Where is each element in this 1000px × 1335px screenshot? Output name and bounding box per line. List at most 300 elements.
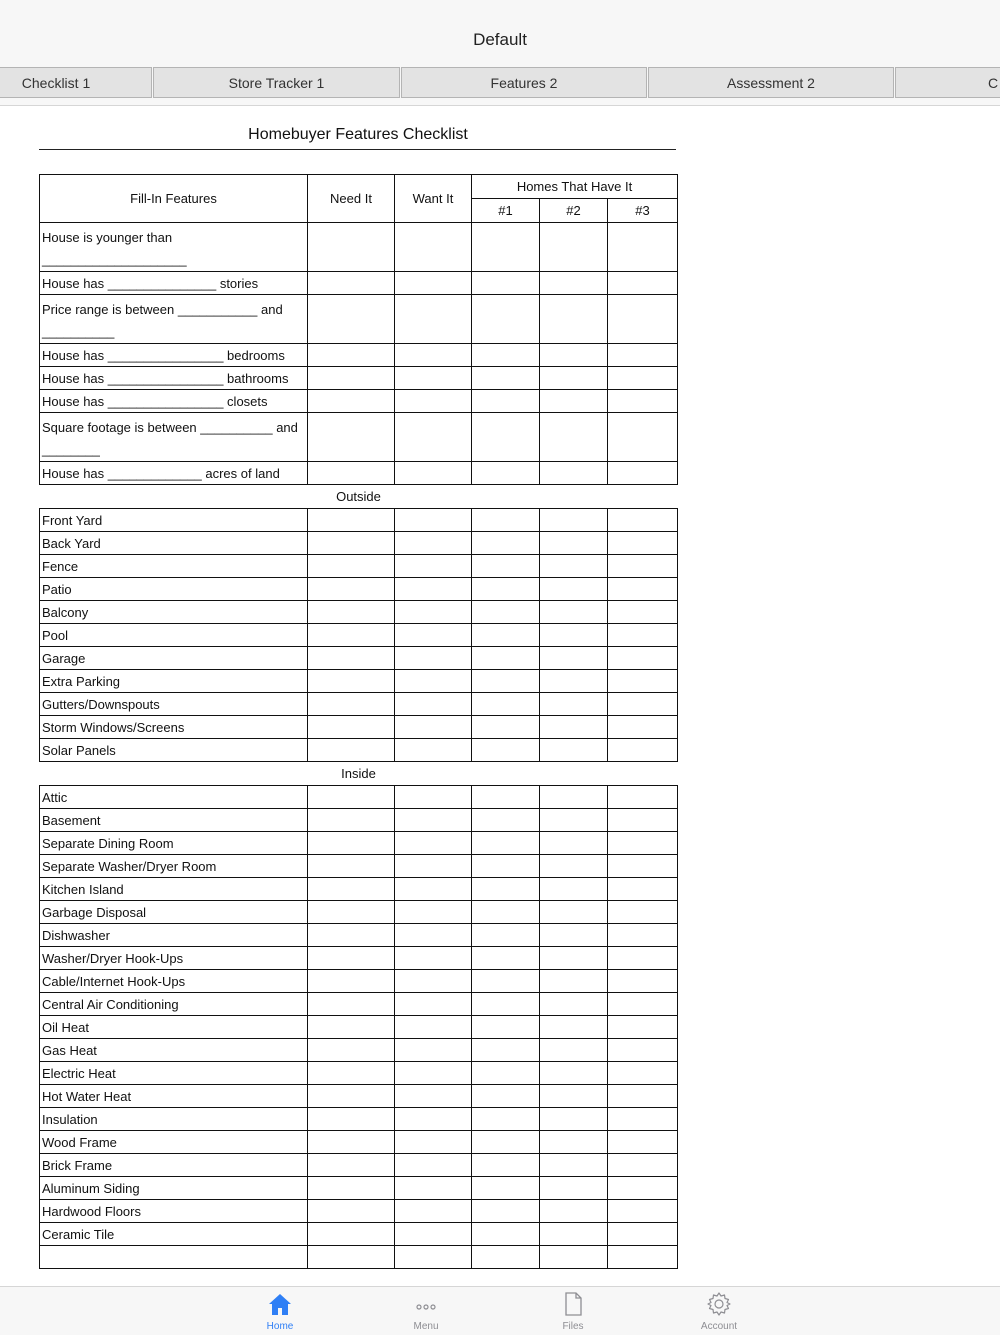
header-row [40, 175, 678, 199]
home-2-cell[interactable] [540, 1246, 608, 1269]
home-2-cell[interactable] [540, 1131, 608, 1154]
home-3-cell[interactable] [608, 272, 678, 295]
inside-row [40, 832, 678, 855]
tab-label: Features 2 [490, 74, 558, 91]
inside-row [40, 970, 678, 993]
want-cell[interactable] [395, 1039, 472, 1062]
home-1-cell[interactable] [472, 601, 540, 624]
home-1-cell[interactable] [472, 344, 540, 367]
need-cell[interactable] [308, 970, 395, 993]
inside-row [40, 1131, 678, 1154]
feature-label: Electric Heat [40, 1062, 308, 1085]
feature-label: Garage [40, 647, 308, 670]
need-cell[interactable] [308, 855, 395, 878]
home-3-cell[interactable] [608, 1131, 678, 1154]
want-cell[interactable] [395, 809, 472, 832]
want-cell[interactable] [395, 855, 472, 878]
home-1-cell[interactable] [472, 1177, 540, 1200]
feature-label: Cable/Internet Hook-Ups [40, 970, 308, 993]
feature-label: Balcony [40, 601, 308, 624]
section-label: Outside [336, 489, 381, 504]
home-2-cell[interactable] [540, 878, 608, 901]
want-cell[interactable] [395, 970, 472, 993]
need-cell[interactable] [308, 390, 395, 413]
home-1-cell[interactable] [472, 647, 540, 670]
home-2-cell[interactable] [540, 578, 608, 601]
home-1-cell[interactable] [472, 462, 540, 485]
outside-row [40, 624, 678, 647]
tab-files-label: Files [562, 1321, 584, 1332]
tab-features-2[interactable] [401, 67, 647, 98]
home-3-cell[interactable] [608, 390, 678, 413]
tab-home-label: Home [266, 1321, 294, 1332]
home-3-cell[interactable] [608, 367, 678, 390]
home-3-cell[interactable] [608, 716, 678, 739]
home-3-cell[interactable] [608, 601, 678, 624]
outside-row [40, 578, 678, 601]
need-cell[interactable] [308, 1200, 395, 1223]
need-cell[interactable] [308, 223, 395, 272]
need-cell[interactable] [308, 578, 395, 601]
want-cell[interactable] [395, 601, 472, 624]
home-1-cell[interactable] [472, 809, 540, 832]
file-icon [560, 1291, 586, 1317]
outside-section-header [40, 485, 678, 509]
want-cell[interactable] [395, 1200, 472, 1223]
home-3-cell[interactable] [608, 832, 678, 855]
tab-store-tracker-1[interactable] [153, 67, 400, 98]
home-3-cell[interactable] [608, 1223, 678, 1246]
need-cell[interactable] [308, 509, 395, 532]
feature-label: Solar Panels [40, 739, 308, 762]
inside-row [40, 993, 678, 1016]
want-cell[interactable] [395, 647, 472, 670]
home-1-cell[interactable] [472, 1062, 540, 1085]
outside-row [40, 693, 678, 716]
feature-label: Patio [40, 578, 308, 601]
feature-label: Gutters/Downspouts [40, 693, 308, 716]
home-1-cell[interactable] [472, 993, 540, 1016]
home-1-cell[interactable] [472, 670, 540, 693]
fill-in-row [40, 344, 678, 367]
home-1-cell[interactable] [472, 947, 540, 970]
feature-label: Aluminum Siding [40, 1177, 308, 1200]
home-3-cell[interactable] [608, 1108, 678, 1131]
tab-assessment-2[interactable] [648, 67, 894, 98]
feature-label: Fence [40, 555, 308, 578]
home-1-cell[interactable] [472, 739, 540, 762]
home-2-cell[interactable] [540, 1108, 608, 1131]
home-1-cell[interactable] [472, 272, 540, 295]
home-3-cell[interactable] [608, 555, 678, 578]
inside-row [40, 878, 678, 901]
want-cell[interactable] [395, 344, 472, 367]
home-3-cell[interactable] [608, 532, 678, 555]
need-cell[interactable] [308, 716, 395, 739]
need-cell[interactable] [308, 1039, 395, 1062]
need-cell[interactable] [308, 344, 395, 367]
inside-row [40, 1177, 678, 1200]
want-cell[interactable] [395, 578, 472, 601]
need-cell[interactable] [308, 555, 395, 578]
home-1-cell[interactable] [472, 832, 540, 855]
home-2-cell[interactable] [540, 855, 608, 878]
home-1-cell[interactable] [472, 1085, 540, 1108]
home-3-cell[interactable] [608, 855, 678, 878]
more-icon [413, 1291, 439, 1317]
want-cell[interactable] [395, 624, 472, 647]
home-2-cell[interactable] [540, 413, 608, 462]
home-1-cell[interactable] [472, 693, 540, 716]
need-cell[interactable] [308, 947, 395, 970]
home-1-cell[interactable] [472, 1108, 540, 1131]
home-1-cell[interactable] [472, 855, 540, 878]
home-2-cell[interactable] [540, 1177, 608, 1200]
home-3-cell[interactable] [608, 1062, 678, 1085]
need-cell[interactable] [308, 670, 395, 693]
want-cell[interactable] [395, 462, 472, 485]
inside-section-header [40, 762, 678, 786]
need-cell[interactable] [308, 1246, 395, 1269]
home-3-cell[interactable] [608, 993, 678, 1016]
feature-label: Separate Washer/Dryer Room [40, 855, 308, 878]
home-3-cell[interactable] [608, 624, 678, 647]
checklist-table [39, 174, 678, 1269]
home-1-cell[interactable] [472, 555, 540, 578]
home-2-cell[interactable] [540, 555, 608, 578]
need-cell[interactable] [308, 647, 395, 670]
home-2-cell[interactable] [540, 509, 608, 532]
home-1-cell[interactable] [472, 970, 540, 993]
home-3-cell[interactable] [608, 947, 678, 970]
header-homes: Homes That Have It [472, 175, 678, 199]
home-3-cell[interactable] [608, 786, 678, 809]
want-cell[interactable] [395, 1131, 472, 1154]
home-2-cell[interactable] [540, 924, 608, 947]
inside-row [40, 855, 678, 878]
home-3-cell[interactable] [608, 295, 678, 344]
home-2-cell[interactable] [540, 295, 608, 344]
inside-row [40, 1039, 678, 1062]
home-3-cell[interactable] [608, 223, 678, 272]
outside-row [40, 532, 678, 555]
feature-label: Extra Parking [40, 670, 308, 693]
home-3-cell[interactable] [608, 970, 678, 993]
home-1-cell[interactable] [472, 509, 540, 532]
home-2-cell[interactable] [540, 1223, 608, 1246]
home-3-cell[interactable] [608, 1154, 678, 1177]
need-cell[interactable] [308, 1085, 395, 1108]
home-1-cell[interactable] [472, 878, 540, 901]
need-cell[interactable] [308, 601, 395, 624]
want-cell[interactable] [395, 532, 472, 555]
home-1-cell[interactable] [472, 413, 540, 462]
outside-row [40, 647, 678, 670]
want-cell[interactable] [395, 1177, 472, 1200]
want-cell[interactable] [395, 693, 472, 716]
feature-label: Gas Heat [40, 1039, 308, 1062]
tab-files[interactable] [528, 1291, 618, 1333]
inside-row [40, 1016, 678, 1039]
fill-in-row [40, 413, 678, 462]
want-cell[interactable] [395, 1016, 472, 1039]
home-1-cell[interactable] [472, 624, 540, 647]
home-2-cell[interactable] [540, 1016, 608, 1039]
want-cell[interactable] [395, 367, 472, 390]
need-cell[interactable] [308, 462, 395, 485]
header-home-3: #3 [608, 199, 678, 223]
inside-row [40, 786, 678, 809]
home-3-cell[interactable] [608, 1016, 678, 1039]
want-cell[interactable] [395, 878, 472, 901]
need-cell[interactable] [308, 624, 395, 647]
want-cell[interactable] [395, 1154, 472, 1177]
home-3-cell[interactable] [608, 809, 678, 832]
home-2-cell[interactable] [540, 1039, 608, 1062]
home-3-cell[interactable] [608, 1039, 678, 1062]
need-cell[interactable] [308, 1177, 395, 1200]
want-cell[interactable] [395, 739, 472, 762]
feature-label [40, 1246, 308, 1269]
tab-menu[interactable] [381, 1291, 471, 1333]
home-1-cell[interactable] [472, 367, 540, 390]
want-cell[interactable] [395, 924, 472, 947]
document-view[interactable] [0, 106, 1000, 1286]
inside-row [40, 1085, 678, 1108]
tab-label: Checklist 1 [21, 74, 91, 91]
feature-label: Basement [40, 809, 308, 832]
fill-in-row [40, 390, 678, 413]
need-cell[interactable] [308, 878, 395, 901]
home-3-cell[interactable] [608, 901, 678, 924]
need-cell[interactable] [308, 532, 395, 555]
tab-menu-label: Menu [413, 1321, 439, 1332]
want-cell[interactable] [395, 947, 472, 970]
need-cell[interactable] [308, 693, 395, 716]
home-3-cell[interactable] [608, 670, 678, 693]
need-cell[interactable] [308, 295, 395, 344]
home-2-cell[interactable] [540, 832, 608, 855]
want-cell[interactable] [395, 832, 472, 855]
want-cell[interactable] [395, 295, 472, 344]
home-2-cell[interactable] [540, 739, 608, 762]
want-cell[interactable] [395, 1062, 472, 1085]
home-1-cell[interactable] [472, 786, 540, 809]
feature-label: Back Yard [40, 532, 308, 555]
home-3-cell[interactable] [608, 578, 678, 601]
need-cell[interactable] [308, 413, 395, 462]
home-icon [267, 1291, 293, 1317]
home-3-cell[interactable] [608, 413, 678, 462]
home-3-cell[interactable] [608, 344, 678, 367]
want-cell[interactable] [395, 223, 472, 272]
need-cell[interactable] [308, 367, 395, 390]
home-2-cell[interactable] [540, 901, 608, 924]
feature-label: Wood Frame [40, 1131, 308, 1154]
need-cell[interactable] [308, 1108, 395, 1131]
home-1-cell[interactable] [472, 901, 540, 924]
home-2-cell[interactable] [540, 624, 608, 647]
want-cell[interactable] [395, 786, 472, 809]
home-1-cell[interactable] [472, 390, 540, 413]
inside-row [40, 1108, 678, 1131]
want-cell[interactable] [395, 413, 472, 462]
home-3-cell[interactable] [608, 739, 678, 762]
want-cell[interactable] [395, 716, 472, 739]
feature-label: Attic [40, 786, 308, 809]
home-1-cell[interactable] [472, 223, 540, 272]
need-cell[interactable] [308, 272, 395, 295]
feature-label: Dishwasher [40, 924, 308, 947]
home-2-cell[interactable] [540, 272, 608, 295]
home-2-cell[interactable] [540, 716, 608, 739]
home-1-cell[interactable] [472, 578, 540, 601]
need-cell[interactable] [308, 832, 395, 855]
tab-label: Assessment 2 [727, 74, 815, 91]
want-cell[interactable] [395, 1246, 472, 1269]
home-1-cell[interactable] [472, 1246, 540, 1269]
need-cell[interactable] [308, 901, 395, 924]
feature-label: Ceramic Tile [40, 1223, 308, 1246]
feature-label: Central Air Conditioning [40, 993, 308, 1016]
bottom-tab-bar [0, 1286, 1000, 1335]
inside-row [40, 924, 678, 947]
header-home-1: #1 [472, 199, 540, 223]
home-2-cell[interactable] [540, 993, 608, 1016]
need-cell[interactable] [308, 1062, 395, 1085]
home-3-cell[interactable] [608, 693, 678, 716]
home-2-cell[interactable] [540, 344, 608, 367]
tab-account-label: Account [700, 1321, 738, 1332]
home-3-cell[interactable] [608, 1177, 678, 1200]
home-1-cell[interactable] [472, 1154, 540, 1177]
home-2-cell[interactable] [540, 947, 608, 970]
tab-label: Store Tracker 1 [228, 74, 325, 91]
want-cell[interactable] [395, 993, 472, 1016]
feature-label: House has ________________ closets [40, 390, 308, 413]
home-2-cell[interactable] [540, 1200, 608, 1223]
home-1-cell[interactable] [472, 1223, 540, 1246]
outside-row [40, 555, 678, 578]
feature-label: Separate Dining Room [40, 832, 308, 855]
home-3-cell[interactable] [608, 1246, 678, 1269]
need-cell[interactable] [308, 786, 395, 809]
home-3-cell[interactable] [608, 1200, 678, 1223]
need-cell[interactable] [308, 1223, 395, 1246]
fill-in-row [40, 462, 678, 485]
need-cell[interactable] [308, 1016, 395, 1039]
home-1-cell[interactable] [472, 716, 540, 739]
want-cell[interactable] [395, 1223, 472, 1246]
want-cell[interactable] [395, 670, 472, 693]
want-cell[interactable] [395, 272, 472, 295]
home-2-cell[interactable] [540, 809, 608, 832]
header-want: Want It [395, 175, 472, 223]
tab-label: C [988, 74, 999, 91]
feature-label: House has _______________ stories [40, 272, 308, 295]
inside-row [40, 1200, 678, 1223]
feature-label: Front Yard [40, 509, 308, 532]
inside-row [40, 901, 678, 924]
home-2-cell[interactable] [540, 647, 608, 670]
home-2-cell[interactable] [540, 223, 608, 272]
feature-label: Oil Heat [40, 1016, 308, 1039]
need-cell[interactable] [308, 993, 395, 1016]
home-1-cell[interactable] [472, 295, 540, 344]
home-2-cell[interactable] [540, 670, 608, 693]
feature-label: House has ________________ bedrooms [40, 344, 308, 367]
feature-label: Brick Frame [40, 1154, 308, 1177]
feature-label: Insulation [40, 1108, 308, 1131]
want-cell[interactable] [395, 390, 472, 413]
need-cell[interactable] [308, 739, 395, 762]
need-cell[interactable] [308, 1131, 395, 1154]
home-1-cell[interactable] [472, 924, 540, 947]
home-1-cell[interactable] [472, 1039, 540, 1062]
tab-checklist-1[interactable] [0, 67, 152, 98]
inside-row [40, 947, 678, 970]
home-1-cell[interactable] [472, 1131, 540, 1154]
want-cell[interactable] [395, 509, 472, 532]
home-2-cell[interactable] [540, 367, 608, 390]
feature-label: Square footage is between __________ and ________ [40, 413, 308, 462]
home-2-cell[interactable] [540, 532, 608, 555]
home-2-cell[interactable] [540, 390, 608, 413]
home-1-cell[interactable] [472, 1016, 540, 1039]
home-3-cell[interactable] [608, 878, 678, 901]
want-cell[interactable] [395, 555, 472, 578]
outside-row [40, 670, 678, 693]
need-cell[interactable] [308, 924, 395, 947]
tab-account[interactable] [674, 1291, 764, 1333]
home-2-cell[interactable] [540, 462, 608, 485]
want-cell[interactable] [395, 901, 472, 924]
need-cell[interactable] [308, 809, 395, 832]
home-3-cell[interactable] [608, 1085, 678, 1108]
feature-label: Storm Windows/Screens [40, 716, 308, 739]
outside-row [40, 601, 678, 624]
tab-home[interactable] [235, 1291, 325, 1333]
navigation-bar [0, 0, 1000, 62]
home-2-cell[interactable] [540, 601, 608, 624]
home-3-cell[interactable] [608, 647, 678, 670]
feature-label: House has _____________ acres of land [40, 462, 308, 485]
home-2-cell[interactable] [540, 970, 608, 993]
want-cell[interactable] [395, 1108, 472, 1131]
home-3-cell[interactable] [608, 924, 678, 947]
section-label: Inside [341, 766, 376, 781]
home-1-cell[interactable] [472, 1200, 540, 1223]
tab-partial[interactable] [895, 67, 1000, 98]
home-2-cell[interactable] [540, 1062, 608, 1085]
home-2-cell[interactable] [540, 786, 608, 809]
home-3-cell[interactable] [608, 509, 678, 532]
home-2-cell[interactable] [540, 693, 608, 716]
home-2-cell[interactable] [540, 1085, 608, 1108]
need-cell[interactable] [308, 1154, 395, 1177]
want-cell[interactable] [395, 1085, 472, 1108]
nav-title: Default [473, 30, 527, 49]
header-feature: Fill-In Features [40, 175, 308, 223]
title-underline [39, 149, 676, 150]
inside-row [40, 1062, 678, 1085]
home-3-cell[interactable] [608, 462, 678, 485]
home-1-cell[interactable] [472, 532, 540, 555]
home-2-cell[interactable] [540, 1154, 608, 1177]
outside-row [40, 716, 678, 739]
feature-label: House is younger than ____________________ [40, 223, 308, 272]
feature-label: Price range is between ___________ and __________ [40, 295, 308, 344]
